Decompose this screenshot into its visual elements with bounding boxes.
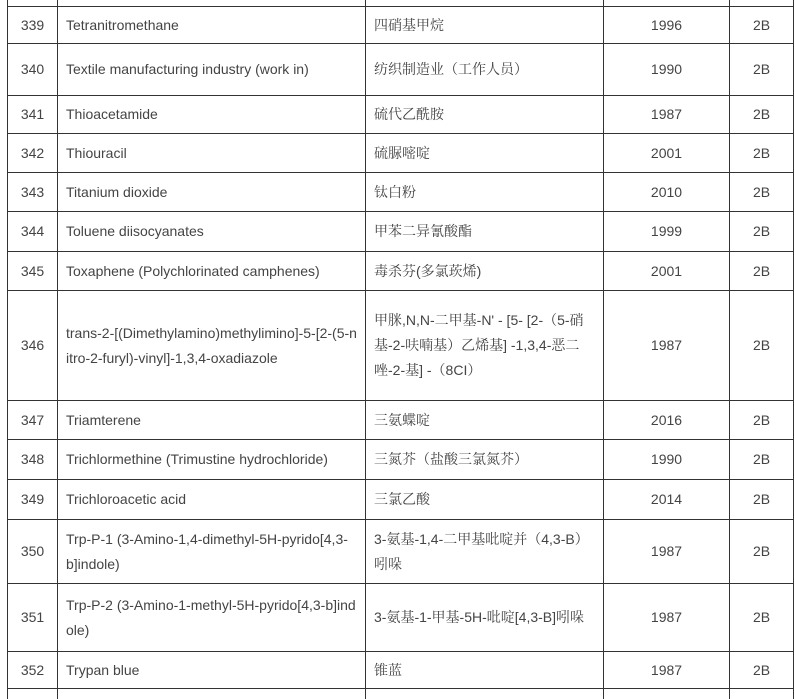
year-cell: 1996 xyxy=(604,7,730,44)
row-number-cell: 343 xyxy=(8,173,58,212)
year-cell: 1987 xyxy=(604,520,730,584)
name-cn-cell: 三氯乙酸 xyxy=(366,480,604,520)
group-cell: 2B xyxy=(730,401,794,440)
row-number-cell: 341 xyxy=(8,96,58,134)
name-cn-cell: 硫代乙酰胺 xyxy=(366,96,604,134)
row-number-cell: 351 xyxy=(8,584,58,652)
group-cell: 2B xyxy=(730,96,794,134)
row-number-cell: 340 xyxy=(8,44,58,96)
name-en-cell: Textile manufacturing industry (work in) xyxy=(58,44,366,96)
row-number-cell: 348 xyxy=(8,440,58,480)
year-cell: 1987 xyxy=(604,96,730,134)
row-number-cell: 350 xyxy=(8,520,58,584)
name-en-cell: Thioacetamide xyxy=(58,96,366,134)
table-row xyxy=(8,212,794,252)
year-cell: 2016 xyxy=(604,401,730,440)
group-cell: 2B xyxy=(730,584,794,652)
table-row xyxy=(8,401,794,440)
name-en-cell: Trichloroacetic acid xyxy=(58,480,366,520)
year-cell: 1990 xyxy=(604,440,730,480)
table-body xyxy=(8,0,794,699)
name-en-cell-empty xyxy=(58,689,366,699)
name-en-cell: Titanium dioxide xyxy=(58,173,366,212)
group-cell: 2B xyxy=(730,7,794,44)
row-number-cell: 347 xyxy=(8,401,58,440)
group-cell-empty xyxy=(730,689,794,699)
group-cell: 2B xyxy=(730,212,794,252)
group-cell: 2B xyxy=(730,134,794,173)
group-cell: 2B xyxy=(730,652,794,689)
group-cell: 2B xyxy=(730,252,794,291)
year-cell: 1990 xyxy=(604,44,730,96)
table-row xyxy=(8,7,794,44)
row-number-cell: 344 xyxy=(8,212,58,252)
table-row xyxy=(8,173,794,212)
group-cell: 2B xyxy=(730,480,794,520)
name-en-cell: Toxaphene (Polychlorinated camphenes) xyxy=(58,252,366,291)
name-cn-cell: 毒杀芬(多氯莰烯) xyxy=(366,252,604,291)
name-cn-cell: 三氮芥（盐酸三氯氮芥） xyxy=(366,440,604,480)
table-row xyxy=(8,584,794,652)
year-cell: 2001 xyxy=(604,252,730,291)
group-cell: 2B xyxy=(730,520,794,584)
row-number-cell-empty xyxy=(8,689,58,699)
table-row xyxy=(8,252,794,291)
partial-row-bottom xyxy=(8,689,794,699)
table-row xyxy=(8,480,794,520)
name-en-cell: trans-2-[(Dimethylamino)methylimino]-5-[2-(5-nitro-2-furyl)-vinyl]-1,3,4-oxadiazole xyxy=(58,291,366,401)
name-en-cell: Trichlormethine (Trimustine hydrochloride) xyxy=(58,440,366,480)
table-row xyxy=(8,134,794,173)
name-en-cell: Triamterene xyxy=(58,401,366,440)
name-cn-cell: 硫脲嘧啶 xyxy=(366,134,604,173)
year-cell: 2010 xyxy=(604,173,730,212)
year-cell-empty xyxy=(604,689,730,699)
row-number-cell: 339 xyxy=(8,7,58,44)
table-row xyxy=(8,44,794,96)
year-cell: 1987 xyxy=(604,584,730,652)
name-cn-cell-empty xyxy=(366,689,604,699)
year-cell: 2014 xyxy=(604,480,730,520)
group-cell: 2B xyxy=(730,291,794,401)
table-row xyxy=(8,652,794,689)
row-number-cell: 342 xyxy=(8,134,58,173)
name-en-cell: Trypan blue xyxy=(58,652,366,689)
year-cell: 2001 xyxy=(604,134,730,173)
group-cell: 2B xyxy=(730,173,794,212)
name-cn-cell: 钛白粉 xyxy=(366,173,604,212)
name-cn-cell: 三氨蝶啶 xyxy=(366,401,604,440)
row-number-cell: 349 xyxy=(8,480,58,520)
table-row xyxy=(8,291,794,401)
name-en-cell: Thiouracil xyxy=(58,134,366,173)
year-cell: 1987 xyxy=(604,652,730,689)
name-en-cell: Tetranitromethane xyxy=(58,7,366,44)
name-cn-cell: 纺织制造业（工作人员） xyxy=(366,44,604,96)
name-cn-cell: 3-氨基-1-甲基-5H-吡啶[4,3-B]吲哚 xyxy=(366,584,604,652)
name-en-cell: Toluene diisocyanates xyxy=(58,212,366,252)
name-cn-cell: 甲苯二异氰酸酯 xyxy=(366,212,604,252)
row-number-cell: 352 xyxy=(8,652,58,689)
year-cell: 1999 xyxy=(604,212,730,252)
carcinogen-table xyxy=(7,0,794,699)
table-row xyxy=(8,96,794,134)
group-cell: 2B xyxy=(730,440,794,480)
row-number-cell: 345 xyxy=(8,252,58,291)
name-en-cell: Trp-P-1 (3-Amino-1,4-dimethyl-5H-pyrido[4,3-b]indole) xyxy=(58,520,366,584)
name-cn-cell: 锥蓝 xyxy=(366,652,604,689)
name-en-cell: Trp-P-2 (3-Amino-1-methyl-5H-pyrido[4,3-b]indole) xyxy=(58,584,366,652)
table-row xyxy=(8,440,794,480)
table-row xyxy=(8,520,794,584)
name-cn-cell: 四硝基甲烷 xyxy=(366,7,604,44)
name-cn-cell: 3-氨基-1,4-二甲基吡啶并（4,3-B）吲哚 xyxy=(366,520,604,584)
year-cell: 1987 xyxy=(604,291,730,401)
name-cn-cell: 甲脒,N,N-二甲基-N' - [5- [2-（5-硝基-2-呋喃基）乙烯基] -1,3,4-恶二唑-2-基] -（8CI） xyxy=(366,291,604,401)
group-cell: 2B xyxy=(730,44,794,96)
row-number-cell: 346 xyxy=(8,291,58,401)
